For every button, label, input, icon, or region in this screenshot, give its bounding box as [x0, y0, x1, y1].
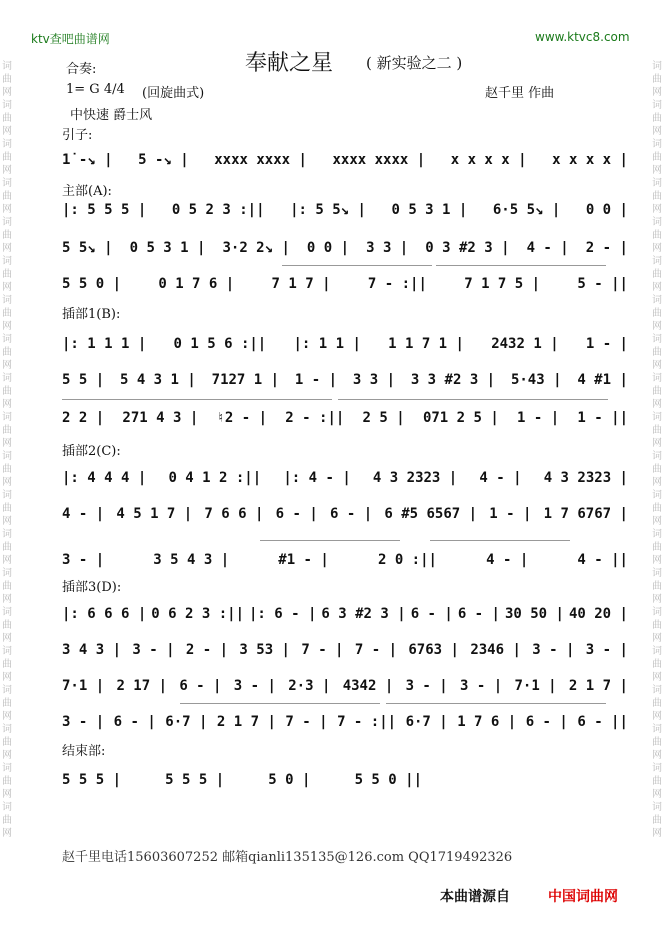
measure: 2 - | — [185, 642, 229, 658]
measure: 3 - | — [405, 678, 448, 694]
measure: 0 5 2 3 :|| — [171, 202, 265, 218]
measure: 2346 | — [470, 642, 521, 658]
score-row — [62, 276, 628, 296]
measure: 1 - | — [585, 336, 628, 352]
tempo-style: 中快速 爵士风 — [70, 108, 153, 123]
measure: 1 - | — [294, 372, 338, 388]
section-episode2: 插部2(C): — [62, 444, 121, 459]
measure: 2 2 | — [62, 410, 105, 426]
measure: 7 - | — [354, 642, 398, 658]
measure: 1 - | — [489, 506, 532, 522]
section-episode3: 插部3(D): — [62, 580, 122, 595]
measure: 271 4 3 | — [122, 410, 199, 426]
measure: 4 #1 | — [577, 372, 628, 388]
measure: 6763 | — [408, 642, 459, 658]
volta-1 — [180, 703, 380, 704]
score-row — [62, 772, 422, 792]
measure: 4 5 1 7 | — [116, 506, 193, 522]
score-subtitle: ( 新实验之二 ) — [366, 54, 463, 72]
measure: 4 - || — [577, 552, 628, 568]
measure: 1 1 7 1 | — [388, 336, 464, 352]
measure: 3 - | — [233, 678, 276, 694]
measure: 30 50 | — [504, 606, 564, 622]
score-row — [62, 714, 628, 734]
measure: 3 - | — [532, 642, 575, 658]
volta-2 — [338, 399, 608, 400]
score-row — [62, 678, 628, 698]
watermark-right: 词曲网 词曲网 词曲网 词曲网 词曲网 词曲网 词曲网 词曲网 词曲网 词曲网 词曲网 词曲网 词曲网 词曲网 词曲网 词曲网 词曲网 词曲网 词曲网 词曲网 — [652, 61, 662, 839]
score-row — [62, 336, 628, 356]
measure: 0 4 1 2 :|| — [168, 470, 262, 486]
section-main: 主部(A): — [62, 184, 112, 199]
measure: 0 0 | — [306, 240, 350, 256]
measure: 3 53 | — [239, 642, 290, 658]
measure: 2 - | — [585, 240, 628, 256]
measure: 4 - | — [62, 506, 105, 522]
measure: 5 4 3 1 | — [119, 372, 196, 388]
composer: 赵千里 作曲 — [485, 86, 555, 101]
measure: 6 - | — [113, 714, 156, 730]
measure: 0 5 3 1 | — [129, 240, 206, 256]
measure: |: 6 - | — [248, 606, 317, 622]
measure: 2 17 | — [116, 678, 168, 694]
score-row — [62, 506, 628, 526]
volta-2 — [436, 265, 606, 266]
volta-1 — [282, 265, 432, 266]
score-row — [62, 372, 628, 392]
volta-2 — [386, 703, 606, 704]
measure: 7 1 7 | — [271, 276, 331, 292]
measure: 4 - | — [479, 470, 522, 486]
measure: 6·5 5↘ | — [492, 202, 561, 218]
measure: 6 - | — [410, 606, 453, 622]
measure: 2 1 7 | — [568, 678, 628, 694]
measure: 4 3 2323 | — [543, 470, 628, 486]
measure: 2432 1 | — [491, 336, 559, 352]
score-row — [62, 606, 628, 626]
measure: 5 5 0 | — [62, 276, 122, 292]
measure: |: 5 5 5 | — [62, 202, 147, 218]
measure: 6 - | — [179, 678, 222, 694]
measure: 5 5↘ | — [62, 240, 113, 256]
measure: 4 - | — [526, 240, 569, 256]
score-row — [62, 552, 628, 572]
volta-1 — [260, 540, 400, 541]
volta-1 — [62, 399, 332, 400]
measure: 0 1 5 6 :|| — [173, 336, 267, 352]
measure: 3 3 | — [352, 372, 396, 388]
measure: |: 5 5↘ | — [290, 202, 366, 218]
measure: 3 - | — [62, 714, 105, 730]
source-site-link[interactable]: 中国词曲网 — [548, 889, 618, 905]
measure: |: 6 6 6 | — [62, 606, 147, 622]
measure: |: 4 4 4 | — [62, 470, 147, 486]
measure: 7·1 | — [514, 678, 557, 694]
measure: 5 5 5 | — [165, 772, 225, 788]
measure: ♮2 - | — [216, 410, 268, 426]
measure: 40 20 | — [568, 606, 628, 622]
site-link-left[interactable]: ktv查吧曲谱网 — [31, 32, 110, 46]
measure: 6 - | — [525, 714, 568, 730]
measure: 1 7 6767 | — [543, 506, 628, 522]
measure: #1 - | — [278, 552, 329, 568]
watermark-left: 词曲网 词曲网 词曲网 词曲网 词曲网 词曲网 词曲网 词曲网 词曲网 词曲网 词曲网 词曲网 词曲网 词曲网 词曲网 词曲网 词曲网 词曲网 词曲网 词曲网 — [2, 61, 12, 839]
performance-label: 合奏: — [66, 62, 97, 77]
measure: 5 -↘ | — [138, 152, 189, 168]
contact-info: 赵千里电话15603607252 邮箱qianli135135@126.com QQ1719492326 — [62, 850, 513, 865]
measure: 2 - :|| — [285, 410, 345, 426]
measure: 6 - | — [330, 506, 373, 522]
measure: 7 - | — [301, 642, 344, 658]
score-row — [62, 642, 628, 662]
section-ending: 结束部: — [62, 744, 106, 759]
score-row — [62, 152, 628, 172]
measure: xxxx xxxx | — [332, 152, 426, 168]
measure: 0 6 2 3 :|| — [151, 606, 244, 622]
measure: 3 - | — [585, 642, 628, 658]
measure: 6 3 #2 3 | — [321, 606, 406, 622]
key-signature: 1= G 4/4 — [66, 82, 125, 97]
measure: 1 - | — [517, 410, 560, 426]
measure: 6 - || — [577, 714, 628, 730]
measure: 3 4 3 | — [62, 642, 122, 658]
measure: 3 - | — [132, 642, 175, 658]
measure: 6·7 | — [165, 714, 208, 730]
measure: 6 - | — [275, 506, 318, 522]
measure: 071 2 5 | — [422, 410, 499, 426]
measure: 7 - :|| — [367, 276, 427, 292]
score-row — [62, 202, 628, 222]
measure: 4342 | — [342, 678, 394, 694]
measure: 2 0 :|| — [377, 552, 437, 568]
measure: 1 - || — [577, 410, 628, 426]
score-row — [62, 410, 628, 430]
measure: |: 1 1 | — [293, 336, 361, 352]
section-episode1: 插部1(B): — [62, 307, 121, 322]
measure: 4 3 2323 | — [372, 470, 458, 486]
measure: 5 5 | — [62, 372, 105, 388]
measure: 3 3 | — [366, 240, 409, 256]
measure: 5·43 | — [510, 372, 562, 388]
measure: 0 3 #2 3 | — [425, 240, 510, 256]
measure: 1̇ -↘ | — [62, 152, 113, 168]
measure: 2·3 | — [288, 678, 331, 694]
measure: 4 - | — [486, 552, 529, 568]
measure: 2 1 7 | — [216, 714, 276, 730]
measure: 1 7 6 | — [457, 714, 517, 730]
measure: 3 3 #2 3 | — [410, 372, 496, 388]
measure: 3 5 4 3 | — [153, 552, 230, 568]
measure: xxxx xxxx | — [214, 152, 307, 168]
measure: x x x x | — [450, 152, 527, 168]
site-link-right[interactable]: www.ktvc8.com — [535, 30, 630, 44]
source-label: 本曲谱源自 — [440, 889, 510, 905]
measure: 5 5 0 || — [354, 772, 422, 788]
volta-2 — [430, 540, 570, 541]
measure: 3 - | — [62, 552, 105, 568]
measure: 5 - || — [577, 276, 628, 292]
measure: |: 1 1 1 | — [62, 336, 147, 352]
score-row — [62, 470, 628, 490]
measure: x x x x | — [552, 152, 628, 168]
score-title: 奉献之星 — [245, 51, 334, 76]
measure: 5 0 | — [268, 772, 311, 788]
measure: 0 5 3 1 | — [391, 202, 468, 218]
measure: |: 4 - | — [283, 470, 351, 486]
measure: 7127 1 | — [211, 372, 280, 388]
section-intro: 引子: — [62, 128, 93, 143]
measure: 3·2 2↘ | — [222, 240, 290, 256]
score-row — [62, 240, 628, 260]
measure: 7 - | — [285, 714, 328, 730]
measure: 7·1 | — [62, 678, 105, 694]
measure: 3 - | — [460, 678, 503, 694]
measure: 0 0 | — [585, 202, 628, 218]
measure: 0 1 7 6 | — [158, 276, 235, 292]
measure: 5 5 5 | — [62, 772, 122, 788]
measure: 6 - | — [457, 606, 500, 622]
form-label: (回旋曲式) — [142, 86, 205, 101]
measure: 7 - :|| — [337, 714, 397, 730]
measure: 2 5 | — [362, 410, 405, 426]
measure: 7 1 7 5 | — [464, 276, 541, 292]
measure: 7 6 6 | — [204, 506, 264, 522]
measure: 6·7 | — [405, 714, 448, 730]
measure: 6 #5 6567 | — [384, 506, 478, 522]
